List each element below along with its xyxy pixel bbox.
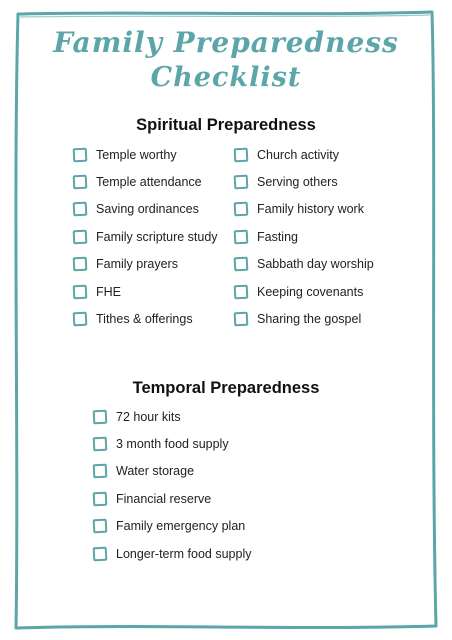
checklist-item[interactable] — [93, 489, 211, 509]
checklist-item[interactable] — [73, 309, 193, 329]
checkbox[interactable] — [234, 202, 249, 217]
item-label: FHE — [96, 285, 121, 299]
item-label: Family history work — [257, 202, 364, 216]
item-label: Keeping covenants — [257, 285, 364, 299]
checklist-item[interactable] — [73, 199, 199, 219]
checklist-item[interactable] — [93, 434, 229, 454]
checklist-item[interactable] — [73, 227, 218, 247]
item-label: 72 hour kits — [116, 410, 181, 424]
item-label: Family scripture study — [96, 230, 218, 244]
checkbox[interactable] — [73, 230, 88, 245]
checklist-item[interactable] — [234, 227, 298, 247]
title-line-2: Checklist — [150, 62, 302, 93]
checklist-item[interactable] — [73, 172, 202, 192]
item-label: Financial reserve — [116, 492, 212, 506]
checkbox[interactable] — [73, 202, 88, 217]
checkbox[interactable] — [73, 312, 88, 327]
checkbox[interactable] — [93, 410, 108, 425]
checkbox[interactable] — [234, 175, 249, 190]
checkbox[interactable] — [93, 547, 108, 562]
item-label: Sharing the gospel — [257, 312, 362, 326]
checkbox[interactable] — [73, 285, 88, 300]
item-label: Water storage — [116, 464, 195, 478]
checkbox[interactable] — [93, 437, 108, 452]
checklist-item[interactable] — [93, 407, 181, 427]
checklist-item[interactable] — [234, 282, 363, 302]
checklist-item[interactable] — [73, 282, 121, 302]
checkbox[interactable] — [234, 257, 249, 272]
item-label: Saving ordinances — [96, 202, 199, 216]
temporal-heading: Temporal Preparedness — [132, 379, 320, 397]
item-label: Sabbath day worship — [257, 257, 374, 271]
checklist-item[interactable] — [234, 199, 364, 219]
checkbox[interactable] — [73, 148, 88, 163]
checkbox[interactable] — [93, 519, 108, 534]
item-label: Tithes & offerings — [96, 312, 193, 326]
item-label: Temple worthy — [96, 148, 177, 162]
checklist-item[interactable] — [73, 145, 177, 165]
checklist-item[interactable] — [93, 516, 245, 536]
checkbox[interactable] — [234, 312, 249, 327]
title-line-1: Family Preparedness — [53, 26, 399, 59]
item-label: Serving others — [257, 175, 338, 189]
item-label: 3 month food supply — [116, 437, 229, 451]
item-label: Longer-term food supply — [116, 547, 252, 561]
checkbox[interactable] — [234, 148, 249, 163]
checkbox[interactable] — [73, 175, 88, 190]
checklist-item[interactable] — [93, 461, 194, 481]
checklist-item[interactable] — [234, 309, 361, 329]
checkbox[interactable] — [93, 464, 108, 479]
item-label: Family prayers — [96, 257, 178, 271]
item-label: Church activity — [257, 148, 339, 162]
checkbox[interactable] — [73, 257, 88, 272]
checkbox[interactable] — [93, 492, 108, 507]
checklist-item[interactable] — [234, 254, 374, 274]
checklist-item[interactable] — [234, 172, 338, 192]
checklist-item[interactable] — [73, 254, 178, 274]
item-label: Fasting — [257, 230, 298, 244]
checkbox[interactable] — [234, 285, 249, 300]
checklist-item[interactable] — [93, 544, 252, 564]
item-label: Temple attendance — [96, 175, 202, 189]
spiritual-heading: Spiritual Preparedness — [136, 116, 316, 134]
item-label: Family emergency plan — [116, 519, 246, 533]
checklist-item[interactable] — [234, 145, 339, 165]
checkbox[interactable] — [234, 230, 249, 245]
